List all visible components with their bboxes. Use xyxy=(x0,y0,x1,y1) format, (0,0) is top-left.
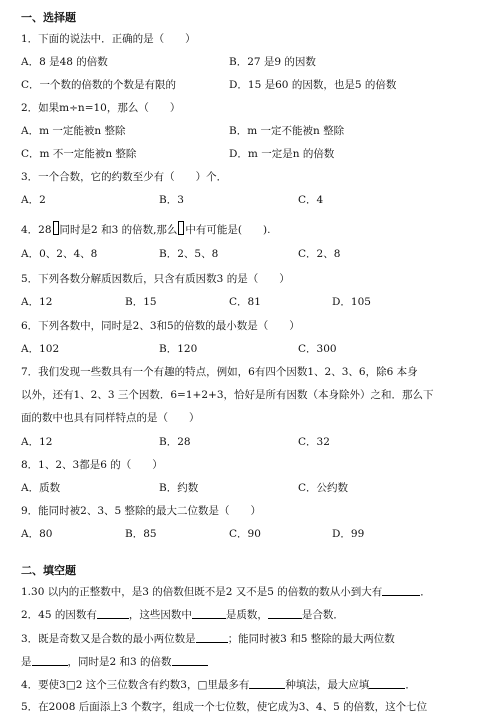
q6-option-a: A．102 xyxy=(21,343,60,355)
f3-line1-a: 3．既是奇数又是合数的最小两位数是 xyxy=(21,633,196,645)
q4-option-a: A．0、2、4、8 xyxy=(21,248,98,260)
q8-option-b: B．约数 xyxy=(159,482,199,494)
q3-option-a: A．2 xyxy=(21,194,46,206)
q4-option-c: C．2、8 xyxy=(298,248,341,260)
q6-option-c: C．300 xyxy=(298,343,337,355)
q5-stem: 5．下列各数分解质因数后，只含有质因数3 的是（ ） xyxy=(21,273,290,285)
q4-stem xyxy=(21,221,270,237)
q8-option-a: A．质数 xyxy=(21,482,61,494)
q9-option-b: B．85 xyxy=(125,528,157,540)
q1-option-d: D．15 是60 的因数，也是5 的倍数 xyxy=(229,79,397,91)
f4-end: ． xyxy=(405,679,416,691)
f2-part1: 2．45 的因数有 xyxy=(21,609,97,621)
q2-stem: 2．如果m÷n=10，那么（ ） xyxy=(21,102,181,114)
f3-line1-b: ；能同时被3 和5 整除的最大两位数 xyxy=(227,633,395,645)
q7-option-c: C．32 xyxy=(298,436,330,448)
answer-blank xyxy=(32,655,68,666)
section-title-choice: 一、选择题 xyxy=(21,11,76,24)
q9-option-c: C．90 xyxy=(229,528,261,540)
q2-option-d: D．m 一定是n 的倍数 xyxy=(229,148,335,160)
q4-stem-post: 中有可能是( ). xyxy=(185,224,271,236)
q7-line3: 面的数中也具有同样特点的是（ ） xyxy=(21,412,200,424)
f3-line2 xyxy=(21,655,208,669)
f3-line2-a: 是 xyxy=(21,656,32,668)
q4-stem-pre: 4．28 xyxy=(21,224,52,236)
q7-option-b: B．28 xyxy=(159,436,191,448)
f5-line: 5．在2008 后面添上3 个数字，组成一个七位数，使它成为3、4、5 的倍数，这个七位 xyxy=(21,701,428,713)
f3-line1 xyxy=(21,632,395,646)
answer-blank xyxy=(382,585,420,596)
blank-box xyxy=(53,221,59,235)
f4-part1: 4．要使3□2 这个三位数含有约数3，□里最多有 xyxy=(21,679,250,691)
q5-option-c: C．81 xyxy=(229,296,261,308)
blank-box xyxy=(178,221,184,235)
q8-stem: 8．1、2、3都是6 的（ ） xyxy=(21,459,163,471)
f4-line xyxy=(21,678,416,692)
q8-option-c: C．公约数 xyxy=(298,482,349,494)
answer-blank xyxy=(192,608,226,619)
q1-option-b: B．27 是9 的因数 xyxy=(229,56,316,68)
q5-option-a: A．12 xyxy=(21,296,53,308)
q6-stem: 6．下列各数中，同时是2、3和5的倍数的最小数是（ ） xyxy=(21,320,300,332)
f2-line xyxy=(21,608,344,622)
q1-option-c: C．一个数的倍数的个数是有限的 xyxy=(21,79,177,91)
f1-text: 1.30 以内的正整数中，是3 的倍数但既不是2 又不是5 的倍数的数从小到大有 xyxy=(21,586,383,598)
q1-stem: 1．下面的说法中．正确的是（ ） xyxy=(21,33,196,45)
answer-blank xyxy=(268,608,302,619)
q3-stem: 3．一个合数，它的约数至少有（ ）个． xyxy=(21,171,228,183)
q4-stem-mid: 同时是2 和3 的倍数,那么 xyxy=(59,224,178,236)
q4-option-b: B．2、5、8 xyxy=(159,248,219,260)
q3-option-c: C．4 xyxy=(298,194,324,206)
q7-line2: 以外，还有1、2、3 三个因数．6=1+2+3，恰好是所有因数（本身除外）之和．那么下 xyxy=(21,389,434,401)
answer-blank xyxy=(369,678,405,689)
f1-line xyxy=(21,585,431,599)
answer-blank xyxy=(172,655,208,666)
f2-part2: ，这些因数中 xyxy=(128,609,192,621)
q9-option-d: D．99 xyxy=(332,528,365,540)
q6-option-b: B．120 xyxy=(159,343,198,355)
section-title-fill: 二、填空题 xyxy=(21,564,76,577)
f2-part4: 是合数． xyxy=(301,609,344,621)
q5-option-b: B．15 xyxy=(125,296,157,308)
answer-blank xyxy=(196,632,228,643)
answer-blank xyxy=(249,678,285,689)
f2-part3: 是质数， xyxy=(225,609,268,621)
f4-part2: 种填法，最大应填 xyxy=(285,679,370,691)
q7-line1: 7．我们发现一些数具有一个有趣的特点，例如，6有四个因数1、2、3、6，除6 本身 xyxy=(21,366,418,378)
answer-blank xyxy=(97,608,129,619)
q7-option-a: A．12 xyxy=(21,436,53,448)
f3-line2-b: ，同时是2 和3 的倍数 xyxy=(67,656,172,668)
q3-option-b: B．3 xyxy=(159,194,184,206)
q2-option-b: B．m 一定不能被n 整除 xyxy=(229,125,345,137)
q9-stem: 9．能同时被2、3、5 整除的最大二位数是（ ） xyxy=(21,505,262,517)
q2-option-c: C．m 不一定能被n 整除 xyxy=(21,148,137,160)
q5-option-d: D．105 xyxy=(332,296,371,308)
q2-option-a: A．m 一定能被n 整除 xyxy=(21,125,126,137)
q1-option-a: A．8 是48 的倍数 xyxy=(21,56,108,68)
f1-end: ． xyxy=(420,586,431,598)
q9-option-a: A．80 xyxy=(21,528,53,540)
